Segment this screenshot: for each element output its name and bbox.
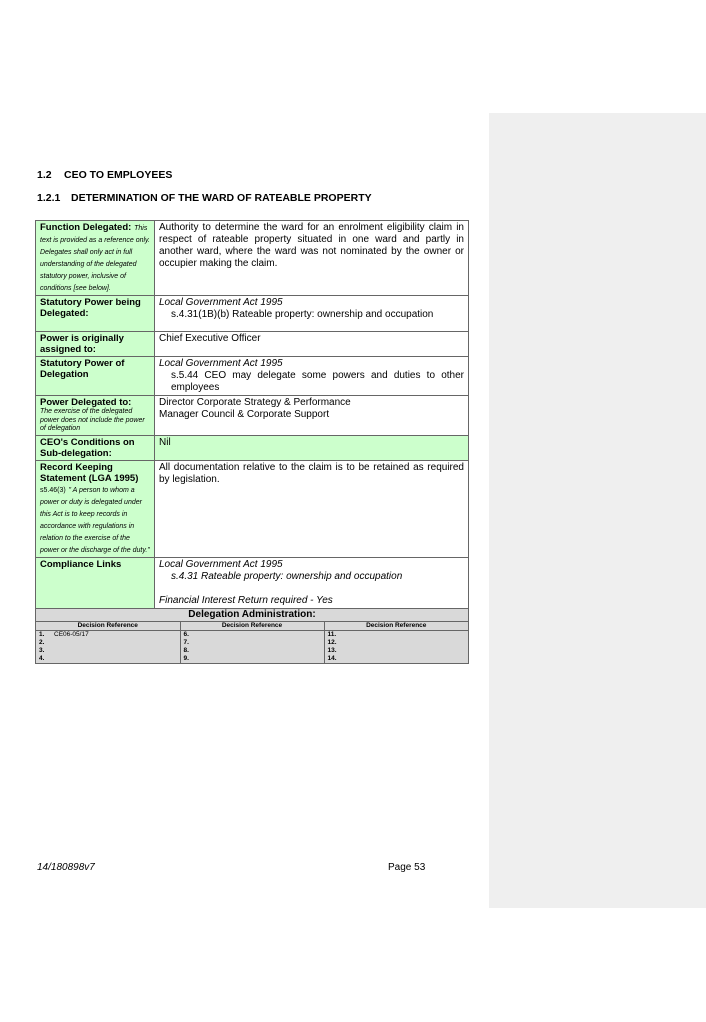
value-delegate-2: Manager Council & Corporate Support (159, 409, 330, 420)
value-delegate-1: Director Corporate Strategy & Performance (159, 397, 351, 408)
decision-item: 12. (327, 638, 337, 646)
financial-interest: Financial Interest Return required - Yes (159, 594, 333, 606)
ref-record-keeping: s5.46(3) (40, 486, 66, 494)
row-originally-assigned (36, 332, 469, 357)
label-record-keeping: Record Keeping Statement (LGA 1995) (40, 461, 139, 484)
decision-item: 9. (183, 654, 189, 662)
subsection-title: DETERMINATION OF THE WARD OF RATEABLE PROPERTY (71, 192, 372, 204)
admin-header-row (36, 608, 469, 621)
admin-row (36, 621, 469, 663)
value-function-delegated: Authority to determine the ward for an enrolment eligibility claim in respect of rateable property situated in one ward and partly in another ward, where the ward was not nominated by the owner or occupier making the claim. (159, 222, 464, 269)
row-power-delegated-to (36, 396, 469, 436)
label-statutory-power-delegation: Statutory Power of Delegation (40, 358, 125, 380)
row-conditions (36, 435, 469, 460)
section-title: CEO TO EMPLOYEES (64, 169, 173, 181)
decision-item: 13. (327, 646, 337, 654)
act-compliance-links: Local Government Act 1995 (159, 558, 283, 570)
decision-item: 7. (183, 638, 189, 646)
note-function-delegated: This text is provided as a reference only. Delegates shall only act in full understanding of the delegated statutory power, inclusive of conditions [see below]. (40, 225, 150, 292)
section-statutory-power-delegated: s.4.31(1B)(b) Rateable property: ownership and occupation (171, 309, 434, 320)
decision-item: 2. (39, 638, 45, 646)
decision-column-3 (324, 630, 468, 663)
decision-reference-header: Decision Reference (36, 622, 180, 631)
decision-item: 3. (39, 646, 45, 654)
decision-reference-table (36, 622, 468, 663)
row-record-keeping (36, 460, 469, 557)
decision-item: 8. (183, 646, 189, 654)
value-conditions: Nil (159, 436, 171, 448)
decision-item: 14. (327, 654, 337, 662)
section-compliance-links: s.4.31 Rateable property: ownership and occupation (171, 570, 403, 582)
label-function-delegated: Function Delegated: (40, 222, 132, 233)
admin-title: Delegation Administration: (36, 608, 469, 621)
section-number: 1.2 (37, 169, 52, 181)
value-record-keeping: All documentation relative to the claim is to be retained as required by legislation. (159, 461, 464, 485)
row-statutory-power-delegated (36, 296, 469, 332)
value-originally-assigned: Chief Executive Officer (159, 333, 261, 344)
decision-item: 1. CE06-05/17 (39, 630, 89, 638)
decision-reference-header: Decision Reference (324, 622, 468, 631)
label-power-delegated-to: Power Delegated to: (40, 397, 132, 408)
label-conditions: CEO's Conditions on Sub-delegation: (40, 436, 135, 459)
note-power-delegated-to: The exercise of the delegated power does not include the power of delegation (40, 408, 145, 432)
decision-item: 4. (39, 654, 45, 662)
delegation-table (35, 220, 469, 664)
decision-reference-header: Decision Reference (180, 622, 324, 631)
label-statutory-power-delegated: Statutory Power being Delegated: (40, 297, 141, 319)
label-compliance-links: Compliance Links (40, 558, 122, 570)
row-function-delegated (36, 221, 469, 296)
act-statutory-power-delegated: Local Government Act 1995 (159, 297, 283, 308)
row-compliance-links (36, 557, 469, 608)
decision-column-2 (180, 630, 324, 663)
footer-document-reference: 14/180898v7 (37, 862, 95, 873)
footer-page-number: Page 53 (388, 862, 426, 873)
decision-column-1 (36, 630, 180, 663)
section-statutory-power-delegation: s.5.44 CEO may delegate some powers and duties to other employees (171, 370, 464, 393)
section-heading (37, 169, 172, 181)
note-record-keeping: " A person to whom a power or duty is delegated under this Act is to keep records in accordance with regulations in relation to the exercise of the power or the discharge of the duty." (40, 486, 150, 554)
row-statutory-power-delegation (36, 357, 469, 396)
act-statutory-power-delegation: Local Government Act 1995 (159, 358, 283, 369)
decision-item: 11. (327, 630, 337, 638)
subsection-heading (37, 192, 372, 204)
decision-item: 6. (183, 630, 189, 638)
comment-pane (489, 113, 706, 908)
label-originally-assigned: Power is originally assigned to: (40, 333, 124, 355)
subsection-number: 1.2.1 (37, 192, 61, 204)
